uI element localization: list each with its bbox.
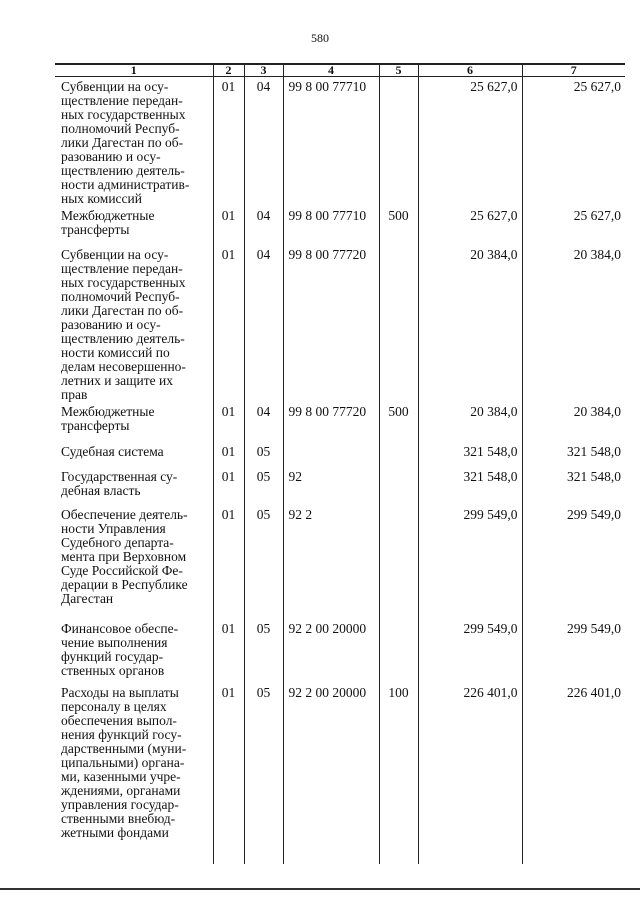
row-name-cell: Обеспечение деятель- ности Управления Судебного департа- мента при Верховном Суде Российской Фе- дерации в Республике Дагестан bbox=[61, 507, 188, 606]
page-number: 580 bbox=[311, 31, 329, 45]
row-expense-type-cell bbox=[379, 442, 418, 467]
row-name-cell: Межбюджетные трансферты bbox=[61, 208, 155, 237]
row-amount-year1-cell: 20 384,0 bbox=[418, 245, 522, 402]
row-subsection-cell: 04 bbox=[244, 206, 283, 245]
col-header-1: 1 bbox=[55, 64, 213, 77]
row-amount-year2-cell: 25 627,0 bbox=[522, 77, 625, 207]
row-target-article-cell: 92 2 bbox=[283, 505, 379, 619]
row-target-article-cell: 99 8 00 77720 bbox=[283, 402, 379, 442]
row-amount-year1-cell: 321 548,0 bbox=[418, 467, 522, 505]
row-section-cell: 01 bbox=[213, 467, 244, 505]
row-target-article-cell: 92 bbox=[283, 467, 379, 505]
row-target-article-cell bbox=[283, 442, 379, 467]
col-header-7: 7 bbox=[522, 64, 625, 77]
row-amount-year1-cell: 20 384,0 bbox=[418, 402, 522, 442]
row-expense-type-cell bbox=[379, 505, 418, 619]
row-subsection-cell: 05 bbox=[244, 683, 283, 864]
row-expense-type-cell: 500 bbox=[379, 402, 418, 442]
row-subsection-cell: 05 bbox=[244, 442, 283, 467]
row-amount-year2-cell: 321 548,0 bbox=[522, 467, 625, 505]
row-expense-type-cell bbox=[379, 619, 418, 683]
col-header-4: 4 bbox=[283, 64, 379, 77]
row-amount-year2-cell: 299 549,0 bbox=[522, 505, 625, 619]
col-header-6: 6 bbox=[418, 64, 522, 77]
row-name-cell: Судебная система bbox=[61, 444, 164, 459]
row-section-cell: 01 bbox=[213, 206, 244, 245]
row-section-cell: 01 bbox=[213, 442, 244, 467]
row-section-cell: 01 bbox=[213, 505, 244, 619]
row-expense-type-cell: 500 bbox=[379, 206, 418, 245]
row-subsection-cell: 04 bbox=[244, 77, 283, 207]
row-name-cell: Расходы на выплаты персоналу в целях обеспечения выпол- нения функций госу- дарственными (муни- ципальными) органа- ми, казенными учре- ждениями, органами управления государ- ственными внебюд- жетными фондами bbox=[61, 685, 187, 840]
row-name-cell: Субвенции на осу- ществление передан- ных государственных полномочий Респуб- лики Дагестан по об- разованию и осу- ществлению деятель- ности административ- ных комиссий bbox=[61, 79, 190, 206]
row-amount-year2-cell: 25 627,0 bbox=[522, 206, 625, 245]
row-amount-year1-cell: 321 548,0 bbox=[418, 442, 522, 467]
table-row bbox=[55, 77, 625, 207]
row-section-cell: 01 bbox=[213, 619, 244, 683]
table-row bbox=[55, 683, 625, 864]
row-section-cell: 01 bbox=[213, 402, 244, 442]
row-amount-year1-cell: 299 549,0 bbox=[418, 505, 522, 619]
row-amount-year2-cell: 20 384,0 bbox=[522, 402, 625, 442]
row-amount-year1-cell: 25 627,0 bbox=[418, 206, 522, 245]
row-amount-year2-cell: 20 384,0 bbox=[522, 245, 625, 402]
row-target-article-cell: 92 2 00 20000 bbox=[283, 619, 379, 683]
row-amount-year2-cell: 299 549,0 bbox=[522, 619, 625, 683]
header-row bbox=[55, 64, 625, 77]
table-row bbox=[55, 245, 625, 402]
table-row bbox=[55, 505, 625, 619]
row-target-article-cell: 92 2 00 20000 bbox=[283, 683, 379, 864]
budget-table bbox=[55, 63, 625, 864]
row-name-cell: Финансовое обеспе- чение выполнения функций государ- ственных органов bbox=[61, 621, 179, 678]
row-expense-type-cell bbox=[379, 467, 418, 505]
row-subsection-cell: 05 bbox=[244, 619, 283, 683]
row-subsection-cell: 05 bbox=[244, 505, 283, 619]
page-bottom-rule bbox=[0, 888, 640, 890]
row-subsection-cell: 04 bbox=[244, 402, 283, 442]
row-amount-year1-cell: 299 549,0 bbox=[418, 619, 522, 683]
row-name-cell: Субвенции на осу- ществление передан- ных государственных полномочий Респуб- лики Дагестан по об- разованию и осу- ществлению деятель- ности комиссий по делам несовершенно- летних и защите их прав bbox=[61, 247, 186, 402]
row-amount-year2-cell: 321 548,0 bbox=[522, 442, 625, 467]
table-row bbox=[55, 402, 625, 442]
row-section-cell: 01 bbox=[213, 77, 244, 207]
col-header-2: 2 bbox=[213, 64, 244, 77]
row-target-article-cell: 99 8 00 77710 bbox=[283, 77, 379, 207]
row-subsection-cell: 05 bbox=[244, 467, 283, 505]
row-name-cell: Межбюджетные трансферты bbox=[61, 404, 155, 433]
row-expense-type-cell bbox=[379, 245, 418, 402]
row-name-cell: Государственная су- дебная власть bbox=[61, 469, 178, 498]
row-amount-year1-cell: 226 401,0 bbox=[418, 683, 522, 864]
col-header-3: 3 bbox=[244, 64, 283, 77]
row-amount-year2-cell: 226 401,0 bbox=[522, 683, 625, 864]
table-row bbox=[55, 206, 625, 245]
col-header-5: 5 bbox=[379, 64, 418, 77]
row-section-cell: 01 bbox=[213, 683, 244, 864]
row-target-article-cell: 99 8 00 77710 bbox=[283, 206, 379, 245]
row-expense-type-cell: 100 bbox=[379, 683, 418, 864]
row-subsection-cell: 04 bbox=[244, 245, 283, 402]
table-row bbox=[55, 442, 625, 467]
row-section-cell: 01 bbox=[213, 245, 244, 402]
row-target-article-cell: 99 8 00 77720 bbox=[283, 245, 379, 402]
row-expense-type-cell bbox=[379, 77, 418, 207]
row-amount-year1-cell: 25 627,0 bbox=[418, 77, 522, 207]
table-row bbox=[55, 619, 625, 683]
table-row bbox=[55, 467, 625, 505]
